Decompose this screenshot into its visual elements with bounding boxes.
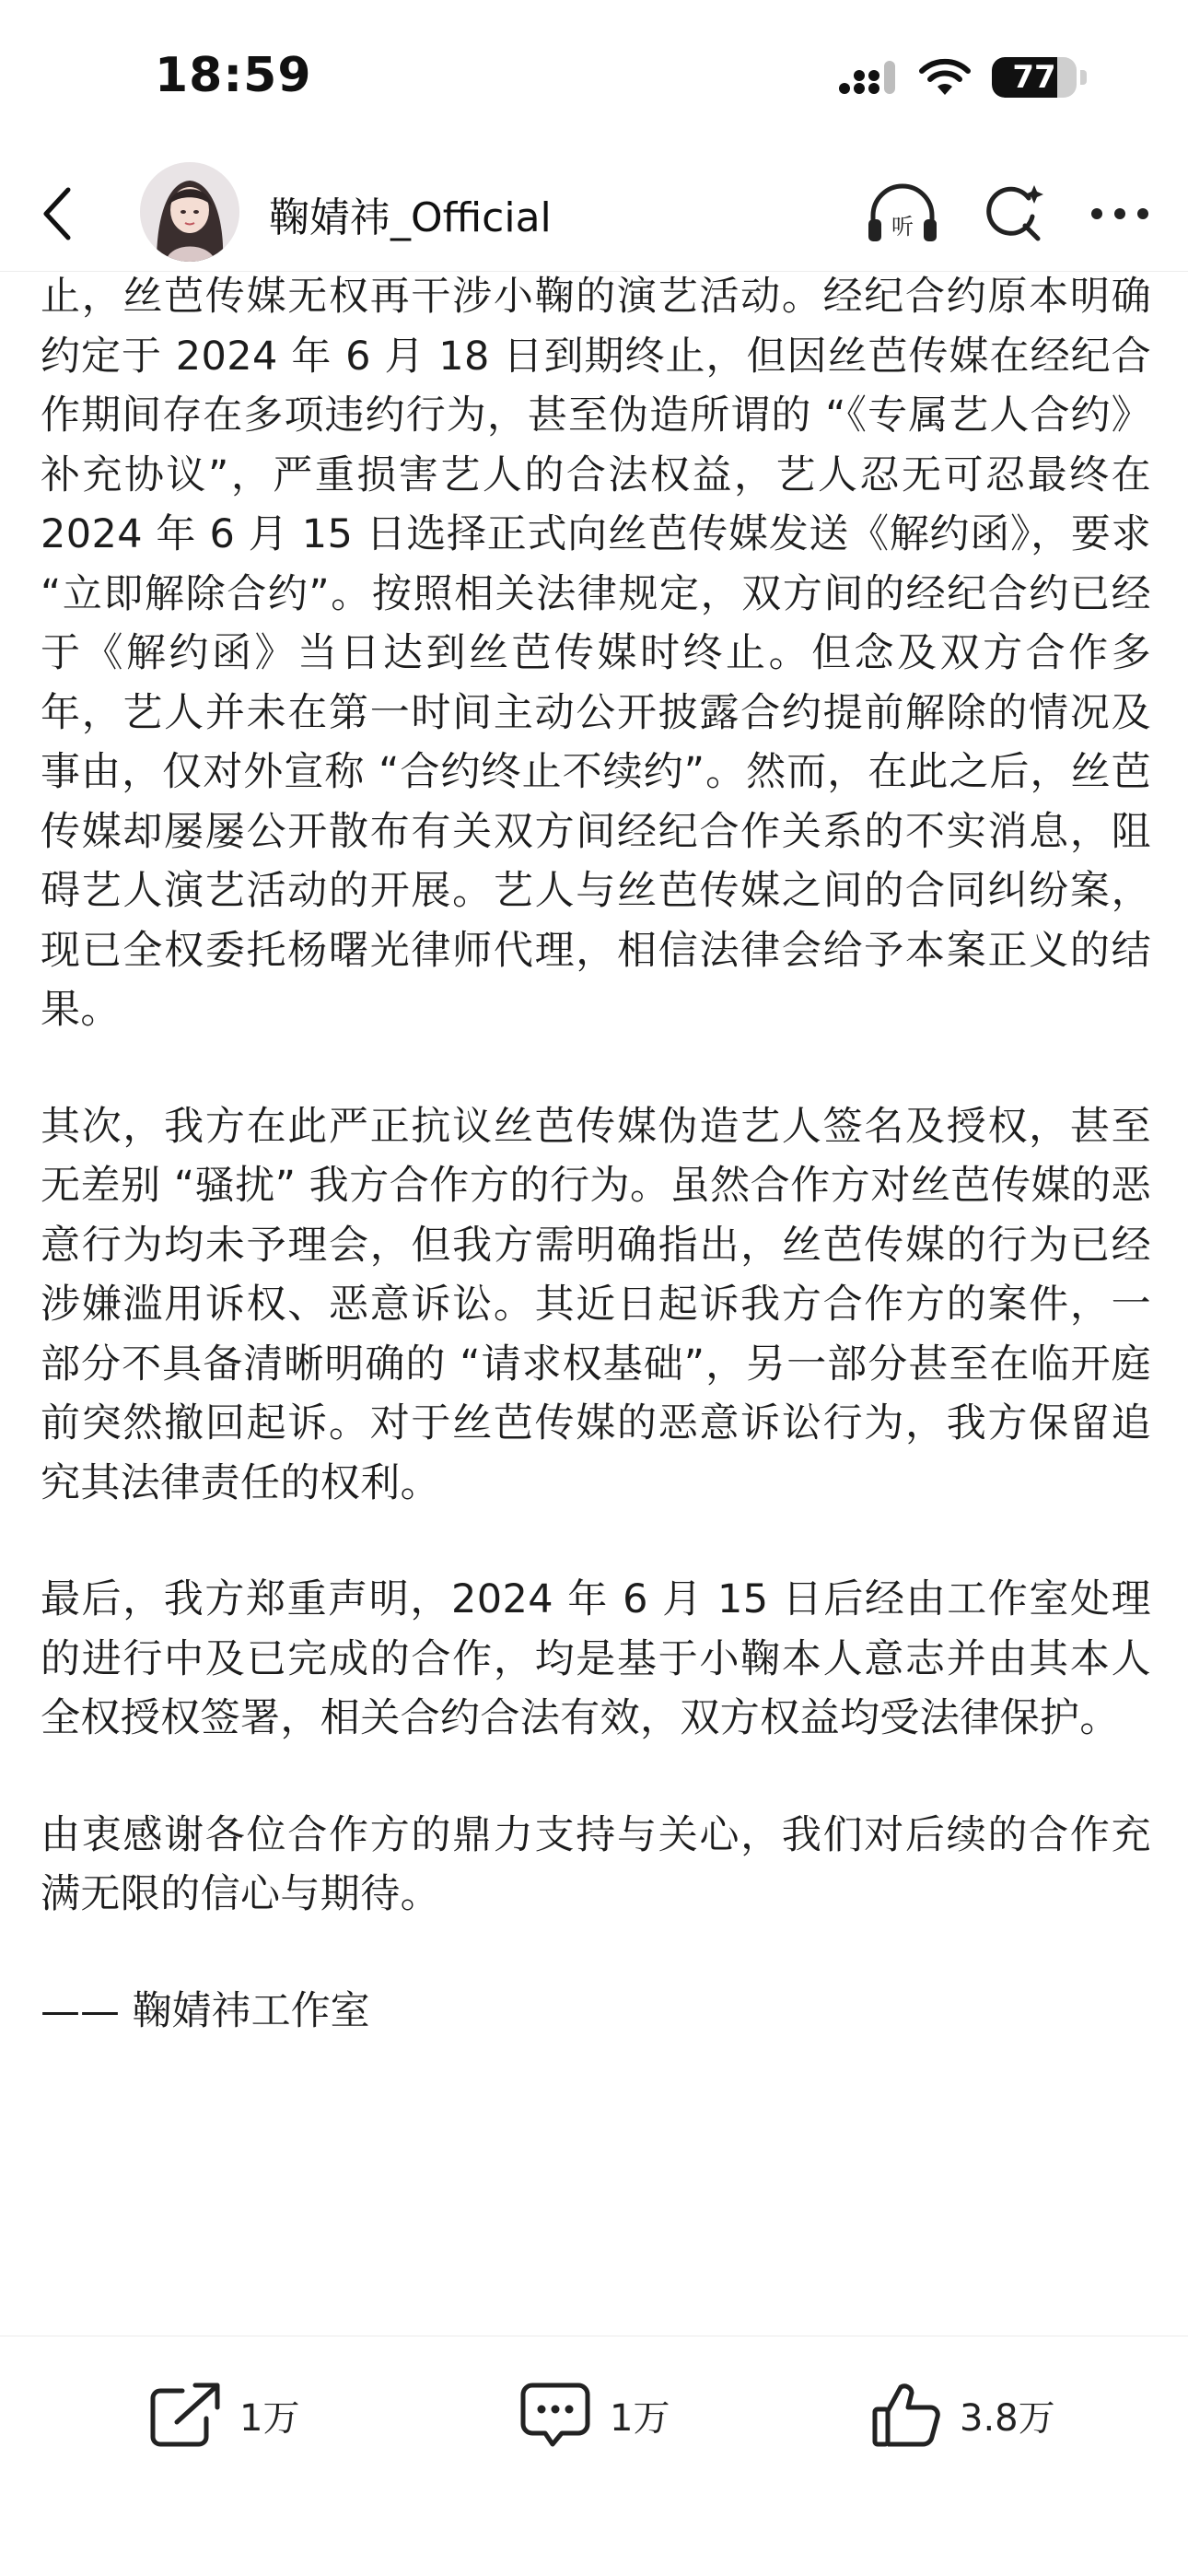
comment-icon [519, 2382, 591, 2448]
wifi-icon [918, 58, 972, 97]
status-bar [0, 0, 1188, 157]
share-icon [149, 2382, 221, 2448]
article-body [41, 267, 1151, 2041]
more-button[interactable] [1083, 177, 1157, 251]
nav-bar [0, 157, 1188, 272]
headphones-icon [866, 181, 939, 247]
share-button[interactable] [149, 2336, 299, 2493]
article-signature: —— 鞠婧祎工作室 [41, 1987, 370, 2034]
search-button[interactable] [976, 177, 1050, 251]
search-icon [981, 181, 1045, 246]
listen-icon-label: 听 [891, 214, 914, 240]
bottom-toolbar [0, 2336, 1188, 2493]
cellular-signal-icon [837, 59, 898, 96]
like-button[interactable] [871, 2336, 1055, 2493]
article-paragraph: 止，丝芭传媒无权再干涉小鞠的演艺活动。经纪合约原本明确约定于 2024 年 6 月 18 日到期终止，但因丝芭传媒在经纪合作期间存在多项违约行为，甚至伪造所谓的 “《专属艺人合约》补充协议”，严重损害艺人的合法权益，艺人忍无可忍最终在 2024 年 6 月 15 日选择正式向丝芭传媒发送《解约函》，要求 “立即解除合约”。按照相关法律规定，双方间的经纪合约已经于《解约函》当日达到丝芭传媒时终止。但念及双方合作多年，艺人并未在第一时间主动公开披露合约提前解除的情况及事由，仅对外宣称 “合约终止不续约”。然而，在此之后，丝芭传媒却屡屡公开散布有关双方间经纪合作关系的不实消息，阻碍艺人演艺活动的开展。艺人与丝芭传媒之间的合同纠纷案，现已全权委托杨曙光律师代理，相信法律会给予本案正义的结果。 [41, 274, 1151, 1033]
status-time: 18:59 [155, 48, 312, 103]
article-paragraph: 最后，我方郑重声明，2024 年 6 月 15 日后经由工作室处理的进行中及已完成的合作，均是基于小鞠本人意志并由其本人全权授权签署，相关合约合法有效，双方权益均受法律保护。 [41, 1576, 1151, 1741]
battery-level: 77 [1012, 59, 1056, 96]
more-dots-icon [1088, 205, 1152, 223]
back-button[interactable] [26, 182, 88, 245]
avatar[interactable] [140, 162, 239, 262]
battery-icon [992, 57, 1077, 98]
comment-count: 1万 [610, 2396, 670, 2440]
share-count: 1万 [239, 2396, 300, 2440]
thumbs-up-icon [871, 2380, 941, 2450]
listen-button[interactable] [866, 177, 939, 251]
status-indicators [837, 57, 1087, 98]
article-paragraph: 由衷感谢各位合作方的鼎力支持与关心，我们对后续的合作充满无限的信心与期待。 [41, 1811, 1151, 1917]
chevron-left-icon [39, 186, 76, 241]
article-paragraph: 其次，我方在此严正抗议丝芭传媒伪造艺人签名及授权，甚至无差别 “骚扰” 我方合作方的行为。虽然合作方对丝芭传媒的恶意行为均未予理会，但我方需明确指出，丝芭传媒的行为已经涉嫌滥用诉权、恶意诉讼。其近日起诉我方合作方的案件，一部分不具备清晰明确的 “请求权基础”，另一部分甚至在临开庭前突然撤回起诉。对于丝芭传媒的恶意诉讼行为，我方保留追究其法律责任的权利。 [41, 1103, 1151, 1506]
like-count: 3.8万 [960, 2396, 1055, 2440]
comment-button[interactable] [519, 2336, 670, 2493]
account-name[interactable]: 鞠婧祎_Official [269, 194, 552, 241]
